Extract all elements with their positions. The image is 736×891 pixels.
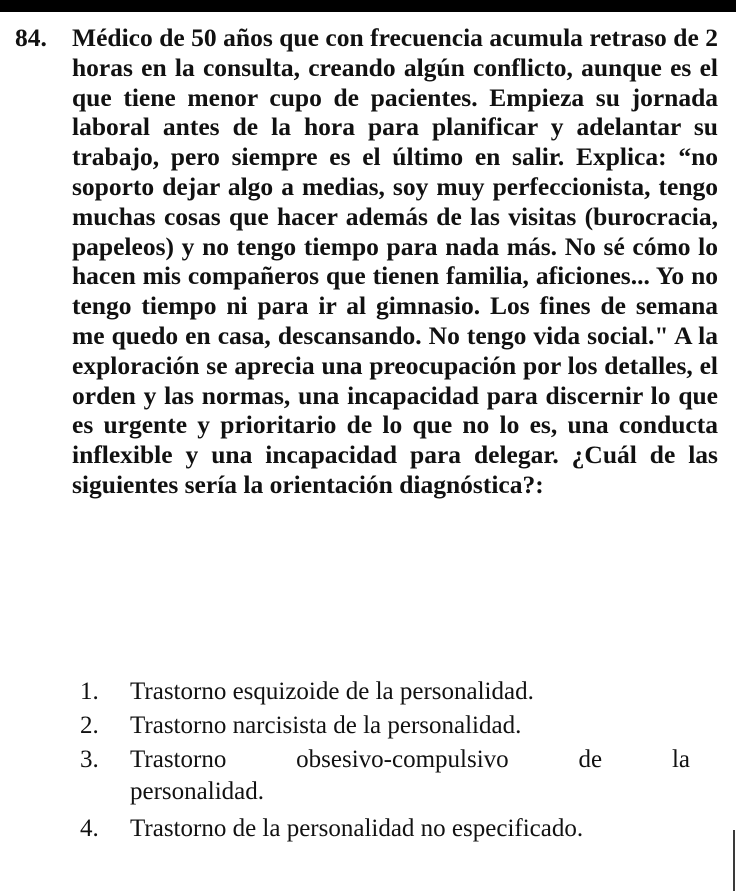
question-text: Médico de 50 años que con frecuencia acumula retraso de 2 horas en la consulta, creando algún conflicto, aunque es el que tiene menor cupo de pacientes. Empieza su jornada laboral antes de la hora para planificar y adelantar su trabajo, pero siempre es el último en salir. Explica: “no soporto dejar algo a medias, soy muy perfeccionista, tengo muchas cosas que hacer además de las visitas (burocracia, papeleos) y no tengo tiempo para nada más. No sé cómo lo hacen mis compañeros que tienen familia, aficiones... Yo no tengo tiempo ni para ir al gimnasio. Los fines de semana me quedo en casa, descansando. No tengo vida social." A la exploración se aprecia una preocupación por los detalles, el orden y las normas, una incapacidad para discernir lo que es urgente y prioritario de lo que no lo es, una conducta inflexible y una incapacidad para delegar. ¿Cuál de las siguientes sería la orientación diagnóstica?: (72, 23, 718, 499)
option-text: Trastorno narcisista de la personalidad. (130, 712, 522, 739)
option-number: 2. (80, 712, 99, 739)
top-border-bar (0, 0, 736, 12)
option-number: 4. (80, 815, 99, 842)
option-text-line-2: personalidad. (130, 778, 264, 805)
option-text-line-1: Trastorno obsesivo-compulsivo de la (130, 746, 690, 773)
option-number: 1. (80, 678, 99, 705)
option-number: 3. (80, 746, 99, 773)
question-number: 84. (15, 23, 47, 52)
option-text: Trastorno esquizoide de la personalidad. (130, 678, 534, 705)
option-text: Trastorno de la personalidad no especificado. (130, 815, 584, 842)
page-edge-line (733, 830, 735, 891)
